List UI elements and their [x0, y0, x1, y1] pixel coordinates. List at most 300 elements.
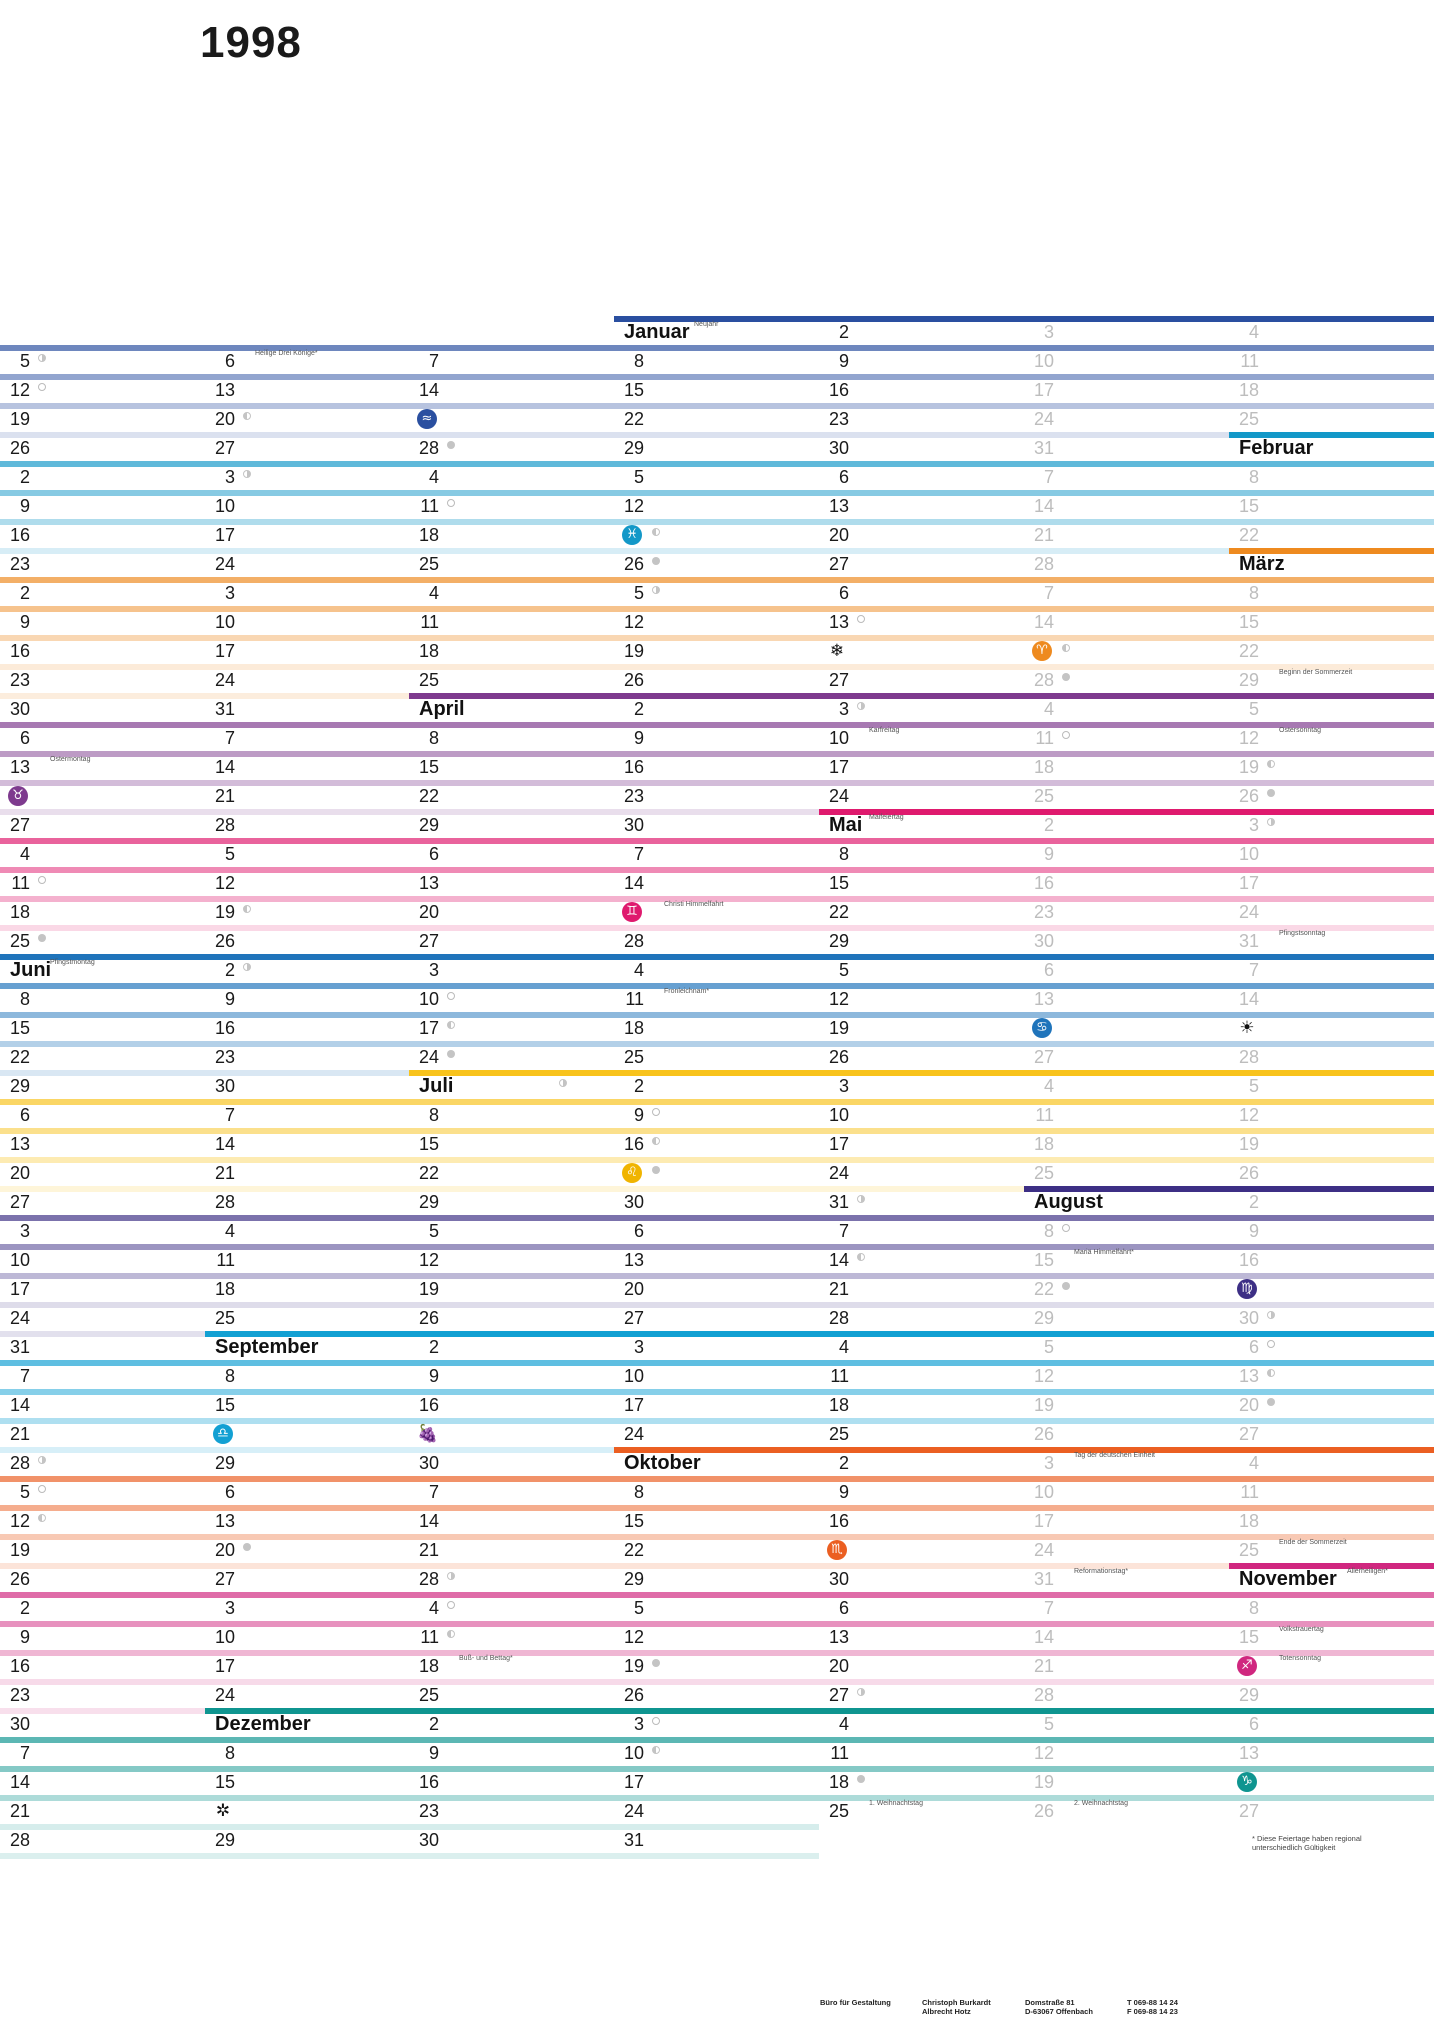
day-number: 13 — [828, 496, 849, 516]
month-stripe — [819, 1592, 1024, 1598]
month-stripe — [1024, 548, 1229, 554]
month-stripe — [1229, 1128, 1434, 1134]
month-stripe — [614, 1128, 819, 1134]
day-number: 10 — [828, 1105, 849, 1125]
month-stripe — [614, 1186, 819, 1192]
month-stripe — [1024, 925, 1229, 931]
month-stripe — [614, 1244, 819, 1250]
month-stripe — [614, 925, 819, 931]
month-stripe — [205, 461, 409, 467]
month-stripe — [205, 925, 409, 931]
day-number: 3 — [838, 699, 849, 719]
month-stripe — [205, 1128, 409, 1134]
day-number: 21 — [214, 1163, 235, 1183]
pisces-icon: ♓ — [622, 525, 642, 545]
credit-address — [1025, 1998, 1093, 2016]
month-stripe — [0, 1215, 205, 1221]
day-number: 14 — [828, 1250, 849, 1270]
holiday-label: Mariä Himmelfahrt* — [1074, 1249, 1134, 1256]
month-stripe — [409, 345, 614, 351]
day-number: 15 — [623, 1511, 644, 1531]
month-stripe — [0, 983, 205, 989]
moon-phase-icon — [447, 1572, 455, 1580]
day-number: 10 — [1238, 844, 1259, 864]
day-number: 13 — [214, 380, 235, 400]
day-number: 15 — [828, 873, 849, 893]
day-number: 25 — [623, 1047, 644, 1067]
month-stripe — [205, 809, 409, 815]
day-number: 31 — [828, 1192, 849, 1212]
month-stripe — [1024, 1157, 1229, 1163]
day-number: 12 — [418, 1250, 439, 1270]
day-number: 15 — [1238, 496, 1259, 516]
day-number: 30 — [418, 1453, 439, 1473]
month-stripe — [819, 1418, 1024, 1424]
day-number: 16 — [418, 1772, 439, 1792]
month-stripe — [0, 1418, 205, 1424]
day-number: 26 — [1238, 1163, 1259, 1183]
month-stripe — [205, 867, 409, 873]
month-stripe — [819, 1302, 1024, 1308]
month-stripe — [1024, 577, 1229, 583]
day-number: 7 — [224, 728, 235, 748]
day-number: 18 — [418, 525, 439, 545]
day-number: 3 — [19, 1221, 30, 1241]
month-stripe — [614, 1099, 819, 1105]
day-number: 13 — [418, 873, 439, 893]
month-stripe — [614, 1215, 819, 1221]
month-stripe — [205, 374, 409, 380]
month-stripe — [409, 1099, 614, 1105]
day-number: 13 — [1033, 989, 1054, 1009]
month-stripe — [614, 1041, 819, 1047]
day-number: 21 — [9, 1801, 30, 1821]
month-stripe — [819, 1273, 1024, 1279]
month-stripe — [0, 751, 205, 757]
day-number: 2 — [428, 1714, 439, 1734]
month-stripe — [1229, 1070, 1434, 1076]
day-number: 2 — [19, 1598, 30, 1618]
month-stripe — [205, 751, 409, 757]
month-stripe — [1024, 1708, 1229, 1714]
day-number: 26 — [1033, 1424, 1054, 1444]
month-stripe — [1229, 1389, 1434, 1395]
month-stripe — [819, 838, 1024, 844]
month-stripe — [409, 490, 614, 496]
moon-phase-icon — [652, 528, 660, 536]
day-number: 12 — [623, 1627, 644, 1647]
month-stripe — [0, 896, 205, 902]
month-name-juni: Juni — [10, 959, 52, 981]
day-number: 28 — [828, 1308, 849, 1328]
holiday-label: Pfingstsonntag — [1279, 930, 1326, 937]
holiday-label: Christi Himmelfahrt — [664, 901, 724, 908]
month-stripe — [205, 1621, 409, 1627]
credit-line: F 069-88 14 23 — [1127, 2007, 1178, 2016]
day-number: 9 — [224, 989, 235, 1009]
month-name-februar: Februar — [1239, 437, 1314, 459]
day-number: 26 — [828, 1047, 849, 1067]
day-number: 4 — [838, 1337, 849, 1357]
day-number: 18 — [418, 641, 439, 661]
month-stripe — [0, 838, 205, 844]
holiday-label: Ende der Sommerzeit — [1279, 1539, 1347, 1546]
month-stripe — [0, 432, 205, 438]
month-stripe — [409, 432, 614, 438]
month-stripe — [205, 1302, 409, 1308]
moon-phase-icon — [447, 992, 455, 1000]
day-number: 10 — [1033, 1482, 1054, 1502]
day-number: 10 — [214, 612, 235, 632]
month-stripe — [1229, 606, 1434, 612]
moon-phase-icon — [447, 499, 455, 507]
holiday-label: Beginn der Sommerzeit — [1279, 669, 1353, 676]
month-stripe — [614, 838, 819, 844]
day-number: 30 — [828, 1569, 849, 1589]
month-stripe — [0, 1331, 205, 1337]
moon-phase-icon — [1267, 1340, 1275, 1348]
month-stripe — [409, 1389, 614, 1395]
moon-phase-icon — [652, 1166, 660, 1174]
month-stripe — [819, 1447, 1024, 1453]
month-name-märz: März — [1239, 553, 1285, 575]
day-number: 19 — [214, 902, 235, 922]
month-stripe — [205, 1244, 409, 1250]
day-number: 22 — [1033, 1279, 1054, 1299]
month-stripe — [819, 461, 1024, 467]
month-stripe — [0, 1592, 205, 1598]
month-stripe — [205, 1737, 409, 1743]
day-number: 5 — [19, 1482, 30, 1502]
month-stripe — [0, 1476, 205, 1482]
day-number: 27 — [9, 1192, 30, 1212]
day-number: 26 — [623, 670, 644, 690]
month-stripe — [205, 606, 409, 612]
footnote-line: * Diese Feiertage haben regional — [1252, 1834, 1362, 1843]
day-number: 5 — [633, 467, 644, 487]
aries-icon: ♈ — [1032, 641, 1052, 661]
month-stripe — [0, 548, 205, 554]
month-stripe — [1229, 1041, 1434, 1047]
month-stripe — [1229, 983, 1434, 989]
day-number: 22 — [828, 902, 849, 922]
day-number: 2 — [19, 583, 30, 603]
month-stripe — [205, 838, 409, 844]
day-number: 7 — [1043, 467, 1054, 487]
day-number: 28 — [1033, 554, 1054, 574]
day-number: 9 — [1248, 1221, 1259, 1241]
month-stripe — [1024, 1679, 1229, 1685]
day-number: 6 — [838, 467, 849, 487]
day-number: 30 — [623, 1192, 644, 1212]
day-number: 22 — [418, 1163, 439, 1183]
day-number: 18 — [1033, 1134, 1054, 1154]
month-stripe — [0, 1650, 205, 1656]
month-stripe — [819, 1650, 1024, 1656]
month-name-november: November — [1239, 1568, 1337, 1590]
moon-phase-icon — [652, 1659, 660, 1667]
month-stripe — [409, 1621, 614, 1627]
month-stripe — [819, 1186, 1024, 1192]
day-number: 19 — [9, 1540, 30, 1560]
day-number: 20 — [418, 902, 439, 922]
holiday-label: Fronleichnam* — [664, 988, 710, 995]
day-number: 21 — [828, 1279, 849, 1299]
month-stripe — [1229, 1650, 1434, 1656]
day-number: 25 — [214, 1308, 235, 1328]
month-stripe — [1229, 1766, 1434, 1772]
day-number: 13 — [828, 1627, 849, 1647]
month-stripe — [819, 1331, 1024, 1337]
holiday-label: Karfreitag — [869, 727, 900, 734]
day-number: 30 — [214, 1076, 235, 1096]
day-number: 6 — [428, 844, 439, 864]
month-stripe — [409, 1795, 614, 1801]
day-number: 11 — [1035, 728, 1054, 748]
month-stripe — [1229, 1215, 1434, 1221]
month-stripe — [205, 1273, 409, 1279]
day-number: 4 — [1248, 1453, 1259, 1473]
month-stripe — [819, 1621, 1024, 1627]
day-number: 8 — [1043, 1221, 1054, 1241]
month-stripe — [819, 1679, 1024, 1685]
day-number: 26 — [214, 931, 235, 951]
day-number: 18 — [828, 1772, 849, 1792]
month-stripe — [409, 838, 614, 844]
month-stripe — [205, 1418, 409, 1424]
day-number: 2 — [224, 960, 235, 980]
day-number: 26 — [623, 1685, 644, 1705]
holiday-label: Heilige Drei Könige* — [255, 350, 318, 357]
day-number: 6 — [19, 1105, 30, 1125]
month-stripe — [1229, 490, 1434, 496]
day-number: 5 — [1043, 1337, 1054, 1357]
day-number: 25 — [1238, 409, 1259, 429]
month-stripe — [205, 1012, 409, 1018]
day-number: 22 — [623, 1540, 644, 1560]
month-stripe — [1229, 1157, 1434, 1163]
day-number: 16 — [9, 1656, 30, 1676]
day-number: 24 — [623, 1801, 644, 1821]
month-stripe — [1229, 722, 1434, 728]
month-stripe — [1024, 1737, 1229, 1743]
day-number: 5 — [1043, 1714, 1054, 1734]
month-stripe — [1229, 838, 1434, 844]
month-stripe — [1024, 1621, 1229, 1627]
month-stripe — [819, 751, 1024, 757]
day-number: 27 — [828, 670, 849, 690]
moon-phase-icon — [652, 586, 660, 594]
day-number: 28 — [214, 815, 235, 835]
month-stripe — [205, 1679, 409, 1685]
month-stripe — [205, 1534, 409, 1540]
day-number: 31 — [1033, 1569, 1054, 1589]
day-number: 14 — [9, 1772, 30, 1792]
month-stripe — [819, 1563, 1024, 1569]
month-stripe — [1229, 780, 1434, 786]
month-stripe — [0, 1128, 205, 1134]
month-stripe — [1024, 1070, 1229, 1076]
month-stripe — [614, 693, 819, 699]
month-stripe — [409, 1708, 614, 1714]
moon-phase-icon — [38, 1456, 46, 1464]
day-number: 5 — [428, 1221, 439, 1241]
month-stripe — [1024, 1012, 1229, 1018]
month-stripe — [819, 1708, 1024, 1714]
day-number: 21 — [9, 1424, 30, 1444]
day-number: 24 — [214, 554, 235, 574]
moon-phase-icon — [447, 1021, 455, 1029]
day-number: 3 — [1043, 322, 1054, 342]
day-number: 14 — [214, 757, 235, 777]
month-stripe — [205, 1447, 409, 1453]
day-number: 2 — [838, 1453, 849, 1473]
credit-line: Domstraße 81 — [1025, 1998, 1075, 2007]
month-stripe — [409, 1128, 614, 1134]
day-number: 25 — [1033, 786, 1054, 806]
month-stripe — [205, 403, 409, 409]
month-stripe — [0, 345, 205, 351]
day-number: 10 — [1033, 351, 1054, 371]
day-number: 11 — [830, 1743, 849, 1763]
month-stripe — [0, 519, 205, 525]
month-stripe — [819, 403, 1024, 409]
month-stripe — [0, 1679, 205, 1685]
day-number: 11 — [1035, 1105, 1054, 1125]
month-stripe — [205, 896, 409, 902]
day-number: 16 — [623, 1134, 644, 1154]
month-stripe — [1024, 867, 1229, 873]
moon-phase-icon — [38, 934, 46, 942]
month-stripe — [205, 1099, 409, 1105]
day-number: 11 — [1240, 351, 1259, 371]
moon-phase-icon — [1062, 644, 1070, 652]
month-stripe — [819, 1099, 1024, 1105]
day-number: 12 — [9, 380, 30, 400]
month-stripe — [614, 1331, 819, 1337]
month-stripe — [1024, 519, 1229, 525]
month-stripe — [409, 1853, 614, 1859]
day-number: 11 — [216, 1250, 235, 1270]
day-number: 29 — [214, 1830, 235, 1850]
month-stripe — [1024, 403, 1229, 409]
day-number: 21 — [214, 786, 235, 806]
month-stripe — [819, 722, 1024, 728]
month-stripe — [1229, 954, 1434, 960]
month-stripe — [1229, 316, 1434, 322]
day-number: 3 — [224, 583, 235, 603]
month-stripe — [0, 925, 205, 931]
month-stripe — [1024, 1360, 1229, 1366]
month-stripe — [1229, 1621, 1434, 1627]
day-number: 31 — [214, 699, 235, 719]
month-stripe — [1229, 374, 1434, 380]
day-number: 30 — [1033, 931, 1054, 951]
month-stripe — [205, 1186, 409, 1192]
libra-icon: ♎ — [213, 1424, 233, 1444]
month-stripe — [819, 867, 1024, 873]
month-stripe — [1229, 1331, 1434, 1337]
day-number: 25 — [828, 1801, 849, 1821]
day-number: 15 — [623, 380, 644, 400]
month-stripe — [205, 1360, 409, 1366]
credit-line: Albrecht Hotz — [922, 2007, 971, 2016]
month-stripe — [205, 577, 409, 583]
holiday-label: Volkstrauertag — [1279, 1626, 1324, 1633]
month-stripe — [614, 1273, 819, 1279]
day-number: 4 — [633, 960, 644, 980]
month-stripe — [1024, 432, 1229, 438]
holiday-label: Ostersonntag — [1279, 727, 1322, 734]
month-stripe — [409, 1766, 614, 1772]
day-number: 6 — [1043, 960, 1054, 980]
month-stripe — [409, 1041, 614, 1047]
summer-sun-icon: ☀ — [1239, 1018, 1255, 1038]
month-stripe — [614, 606, 819, 612]
day-number: 28 — [9, 1830, 30, 1850]
month-stripe — [0, 1447, 205, 1453]
moon-phase-icon — [38, 354, 46, 362]
month-stripe — [409, 1534, 614, 1540]
moon-phase-icon — [1267, 1398, 1275, 1406]
day-number: 19 — [623, 641, 644, 661]
month-stripe — [614, 635, 819, 641]
day-number: 27 — [1033, 1047, 1054, 1067]
month-stripe — [819, 432, 1024, 438]
moon-phase-icon — [1267, 760, 1275, 768]
day-number: 20 — [828, 1656, 849, 1676]
month-stripe — [409, 577, 614, 583]
day-number: 29 — [828, 931, 849, 951]
month-stripe — [819, 1505, 1024, 1511]
day-number: 23 — [623, 786, 644, 806]
day-number: 3 — [1043, 1453, 1054, 1473]
day-number: 3 — [633, 1337, 644, 1357]
month-stripe — [409, 1302, 614, 1308]
holiday-label: Maifeiertag — [869, 814, 904, 821]
day-number: 2 — [838, 322, 849, 342]
day-number: 28 — [1033, 1685, 1054, 1705]
day-number: 6 — [224, 351, 235, 371]
month-stripe — [409, 722, 614, 728]
day-number: 4 — [1248, 322, 1259, 342]
day-number: 12 — [828, 989, 849, 1009]
holiday-label: Buß- und Bettag* — [459, 1655, 513, 1662]
day-number: 13 — [828, 612, 849, 632]
day-number: 7 — [633, 844, 644, 864]
moon-phase-icon — [857, 615, 865, 623]
month-stripe — [819, 1070, 1024, 1076]
month-stripe — [614, 867, 819, 873]
day-number: 9 — [633, 728, 644, 748]
month-stripe — [614, 1766, 819, 1772]
sagittarius-icon: ♐ — [1237, 1656, 1257, 1676]
day-number: 20 — [214, 409, 235, 429]
day-number: 16 — [828, 1511, 849, 1531]
day-number: 24 — [828, 1163, 849, 1183]
month-stripe — [409, 1186, 614, 1192]
day-number: 18 — [9, 902, 30, 922]
moon-phase-icon — [857, 1775, 865, 1783]
day-number: 17 — [623, 1772, 644, 1792]
day-number: 31 — [1238, 931, 1259, 951]
day-number: 28 — [418, 438, 439, 458]
day-number: 2 — [633, 1076, 644, 1096]
day-number: 30 — [1238, 1308, 1259, 1328]
day-number: 25 — [9, 931, 30, 951]
month-stripe — [1024, 1534, 1229, 1540]
moon-phase-icon — [1267, 818, 1275, 826]
